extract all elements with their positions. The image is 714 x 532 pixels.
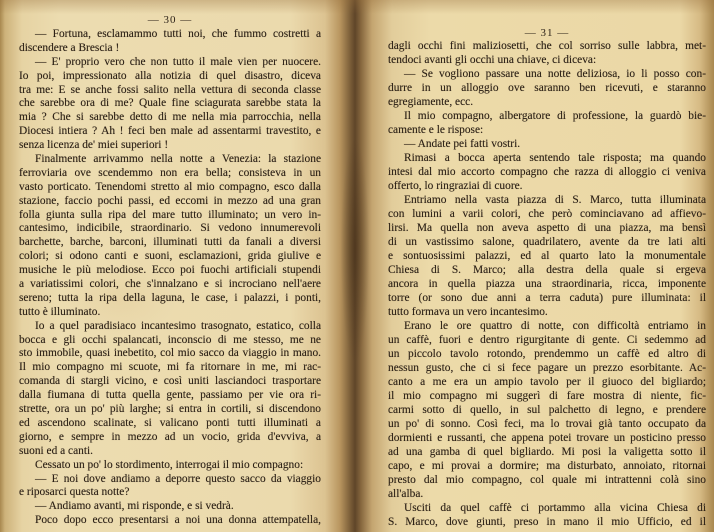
text-line: a variatissimi colori, che s'innalzano e si incrociano nell'aere — [19, 278, 321, 291]
text-line: Io a quel paradisiaco incantesimo trasognato, estatico, colla — [35, 319, 321, 332]
paragraph — [19, 500, 321, 514]
text-line: un po' di sonno. Così feci, ma lo trovai già tanto occupato da — [388, 418, 706, 430]
text-line: comanda di stargli vicino, e così uniti lasciandoci trasportare — [19, 375, 321, 388]
text-line: torre (or sono due anni a terra caduta) pure illuminata: il — [388, 292, 706, 304]
page-number: — 30 — — [147, 14, 193, 26]
paragraph — [388, 151, 706, 193]
text-line: S. Marco, dove giunti, preso in mano il mio Ufficio, ed il — [388, 516, 706, 528]
text-line: discendere a Brescia ! — [19, 41, 120, 54]
text-line: tra me: E se anche fossi salito nella vettura di seconda classe — [19, 83, 321, 96]
text-line: colori; si odono canti e suoni, esclamazioni, grida giulive e — [19, 250, 321, 263]
text-line: tendoci avanti gli occhi una chiave, ci diceva: — [388, 54, 597, 66]
text-line: e riposarci questa notte? — [19, 486, 130, 499]
text-line: giorno, e sempre in mezzo ad un vocio, grida d'evviva, a — [19, 430, 321, 443]
text-line: tutto è illuminato. — [19, 305, 101, 318]
text-line: durre in un alloggio ove saranno ben ricevuti, e staranno — [388, 82, 706, 94]
text-line: — Andate pei fatti vostri. — [404, 138, 521, 150]
text-line: Finalmente arrivammo nella notte a Venezia: la stazione — [35, 153, 321, 166]
paragraph — [388, 109, 706, 137]
text-line: — E' proprio vero che non tutto il male vien per nuocere. — [35, 55, 321, 68]
text-line: sto immobile, quasi inebetito, col mio sacco da viaggio in mano. — [19, 347, 321, 360]
text-line: barchette, barche, barconi, illuminati tutti da fanali a diversi — [19, 236, 321, 249]
text-line: offerto, lo ringraziai di cuore. — [388, 180, 523, 192]
text-line: ancora in quella piazza una straordinaria, ricca, imponente — [388, 278, 706, 290]
paragraph — [19, 28, 321, 56]
text-line: intesi dal mio accorto compagno che razza di alloggio ci veniva — [388, 166, 706, 178]
text-line: Entriamo nella vasta piazza di S. Marco, tutta illuminata — [404, 194, 706, 206]
text-line: strette, ora un po' più larghe; si entra in cortili, si discendono — [19, 403, 321, 416]
text-line: Il mio compagno mi scuote, mi fa ritornare in me, mi rac- — [19, 361, 321, 374]
paragraph — [388, 137, 706, 151]
text-line: presto dal mio compagno, col quale mi intrattenni colà sino — [388, 474, 706, 486]
page-text — [388, 39, 706, 531]
text-line: dalla fiumana di tutta quella gente, passiamo per vie ora ri- — [19, 389, 321, 402]
text-line: Diocesi intiera ? Ah ! feci ben male ad assentarmi travestito, e — [19, 125, 321, 138]
paragraph — [19, 56, 321, 153]
text-line: nessun gusto, che ci si fece pagare un prezzo esorbitante. Ac- — [388, 362, 706, 374]
page-text — [19, 28, 321, 530]
gutter-shadow — [330, 0, 380, 532]
text-line: vasto porticato. Tenendomi stretto al mio compagno, esco dalla — [19, 180, 321, 193]
text-line: Usciti da quel caffè ci portammo alla vicina Chiesa di — [404, 502, 706, 514]
text-line: un caffè, fuori e dentro rigurgitante di gente. Ci sedemmo ad — [388, 334, 706, 346]
text-line: — E noi dove andiamo a deporre questo sacco da viaggio — [35, 472, 321, 485]
paragraph — [19, 473, 321, 501]
text-line: di un vastissimo salone, quadrilatero, avente da tre lati alti — [388, 236, 706, 248]
paragraph — [388, 39, 706, 67]
text-line: dagli occhi fini maliziosetti, che col sorriso sulle labbra, met- — [388, 40, 706, 52]
paragraph — [19, 514, 321, 528]
text-line: Il mio compagno, albergatore di professione, la guardò bie- — [404, 110, 706, 122]
text-line: dormienti e russanti, che appena potei trovare un posticino presso — [388, 432, 706, 444]
text-line: ad una gamba di quel bigliardo. Mi posi la valigetta sotto il — [388, 446, 706, 458]
text-line: suoni ed a canti. — [19, 444, 94, 457]
paragraph — [19, 459, 321, 473]
paragraph — [19, 320, 321, 459]
text-line: capo, e mi provai a dormire; ma disturbato, annoiato, ritornai — [388, 460, 706, 472]
paragraph — [388, 501, 706, 529]
paragraph — [388, 193, 706, 319]
text-line: ferroviaria ove scendemmo non era bella; consisteva in un — [19, 166, 321, 179]
text-line: senza licenza de' miei superiori ! — [19, 139, 169, 152]
paragraph — [388, 319, 706, 501]
text-line: un piccolo tavolo rotondo, prendemmo un caffè ed altro di — [388, 348, 706, 360]
text-line: — Se vogliono passare una notte deliziosa, io li posso con- — [404, 68, 706, 80]
paragraph — [19, 153, 321, 320]
text-line: carmi sotto di quello, in sul palchetto di legno, e prendere — [388, 404, 706, 416]
text-line: Chiesa di S. Marco; alla destra della quale si ergeva — [388, 264, 706, 276]
text-line: — Fortuna, esclamammo tutti noi, che fummo costretti a — [35, 28, 321, 40]
text-line: Poco dopo ecco presentarsi a noi una donna attempatella, — [35, 514, 321, 527]
page-number: — 31 — — [524, 27, 570, 39]
text-line: sereno; tutta la ripa della laguna, le case, i palazzi, i ponti, — [19, 291, 321, 304]
text-line: mia ? Che si sarebbe detto di me nella mia parrocchia, nella — [19, 111, 321, 124]
text-line: ed ascendono scalinate, si valicano ponti tutti illuminati a — [19, 416, 321, 429]
text-line: Cessato un po' lo stordimento, interrogai il mio compagno: — [35, 458, 304, 471]
text-line: Erano le ore quattro di notte, con difficoltà entriamo in — [404, 320, 706, 332]
text-line: e sontuosissimi palazzi, ed al quarto lato la monumentale — [388, 250, 706, 262]
text-line: egregiamente, ecc. — [388, 96, 474, 108]
text-line: cantesimo, indicibile, straordinario. Si vedono innumerevoli — [19, 222, 321, 235]
text-line: all'alba. — [388, 488, 424, 500]
text-line: con lumini a varii colori, che però cominciavano ad affievo- — [388, 208, 706, 220]
text-line: tutto formava un vero incantesimo. — [388, 306, 548, 318]
text-line: bocca e gli occhi spalancati, inconscio di me stesso, me ne — [19, 333, 321, 346]
text-line: il mio compagno mi suggerì di fare mostra di niente, fic- — [388, 390, 706, 402]
text-line: folla giunta sulla ripa del mare tutto illuminato; un vero in- — [19, 208, 321, 221]
text-line: che sarebbe ora di me? Quale fine sciagurata sarebbe stata la — [19, 97, 321, 110]
text-line: Io poi, impressionato alla notizia di quel disastro, diceva — [19, 69, 321, 82]
text-line: stazione, faccio pochi passi, ed eccomi in mezzo ad una gran — [19, 194, 321, 207]
text-line: camente e le rispose: — [388, 124, 484, 136]
text-line: Rimasi a bocca aperta sentendo tale risposta; ma quando — [404, 152, 706, 164]
text-line: musiche le più melodiose. Ecco poi fuochi artificiali stupendi — [19, 264, 321, 277]
paragraph — [388, 67, 706, 109]
text-line: lirsi. Ma quella non aveva aspetto di una piazza, ma bensì — [388, 222, 706, 234]
text-line: canto a me era un ampio tavolo per il giuoco del bigliardo; — [388, 376, 706, 388]
text-line: — Andiamo avanti, mi risponde, e si vedrà. — [35, 500, 234, 513]
